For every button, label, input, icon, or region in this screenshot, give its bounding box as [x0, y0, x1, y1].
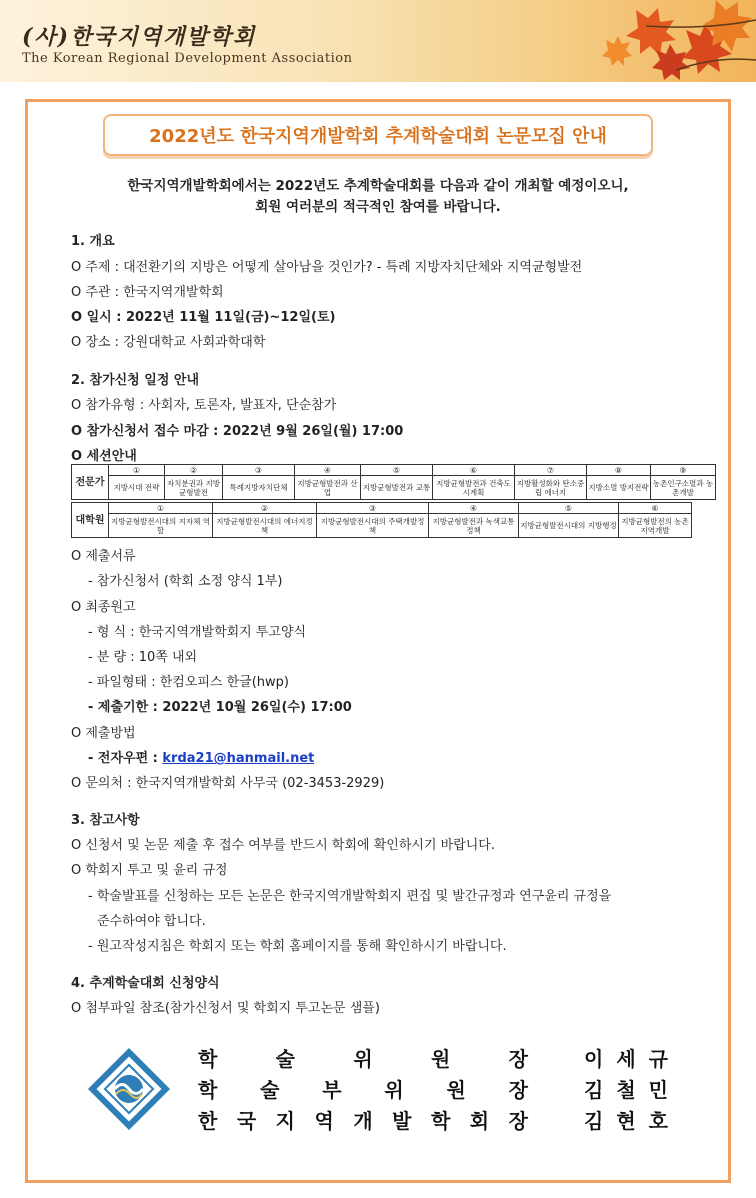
expert-session-num: ⑥: [433, 465, 515, 476]
notes-item-2: O 학회지 투고 및 윤리 규정: [71, 863, 228, 878]
grad-session-num: ④: [429, 503, 519, 514]
intro-line-2: 회원 여러분의 적극적인 참여를 바랍니다.: [255, 199, 501, 215]
grad-session-num: ⑥: [619, 503, 692, 514]
host-line: O 주관 : 한국지역개발학회: [71, 285, 224, 300]
section-2-heading: 2. 참가신청 일정 안내: [71, 373, 200, 388]
grad-session-num: ②: [213, 503, 317, 514]
expert-session-name: 지방균형발전과 교통: [361, 476, 433, 500]
final-filetype-line: - 파일형태 : 한컴오피스 한글(hwp): [88, 675, 290, 690]
signature-row: [198, 1043, 668, 1072]
signature-name: 이 세 규: [584, 1047, 668, 1071]
expert-session-num: ④: [295, 465, 361, 476]
expert-session-num: ⑨: [651, 465, 716, 476]
final-length-line: - 분 량 : 10쪽 내외: [88, 650, 198, 665]
association-name-korean: (사)한국지역개발학회: [22, 24, 257, 50]
documents-heading: O 제출서류: [71, 549, 136, 564]
final-manuscript-heading: O 최종원고: [71, 600, 136, 615]
expert-session-name: 자치분권과 지방균형발전: [165, 476, 223, 500]
section-1-heading: 1. 개요: [71, 234, 115, 249]
registration-deadline-line: O 참가신청서 접수 마감 : 2022년 9월 26일(월) 17:00: [71, 424, 404, 439]
grad-label: 대학원: [72, 503, 109, 538]
signature-row: [198, 1105, 668, 1134]
final-format-line: - 형 식 : 한국지역개발학회지 투고양식: [88, 625, 307, 640]
expert-session-name: 지방시대 전략: [109, 476, 165, 500]
grad-session-num: ⑤: [519, 503, 619, 514]
email-line: [88, 747, 314, 766]
expert-session-table: [71, 464, 716, 500]
final-due-line: - 제출기한 : 2022년 10월 26일(수) 17:00: [88, 700, 352, 715]
intro-line-1: 한국지역개발학회에서는 2022년도 추계학술대회를 다음과 같이 개최할 예정이오니,: [127, 178, 629, 194]
signature-title: 학 술 부 위 원 장: [198, 1078, 528, 1102]
topic-line: O 주제 : 대전환기의 지방은 어떻게 살아남을 것인가? - 특례 지방자치단체와 지역균형발전: [71, 260, 583, 275]
expert-session-num: ②: [165, 465, 223, 476]
submission-method-heading: O 제출방법: [71, 726, 136, 741]
notice-title: 2022년도 한국지역개발학회 추계학술대회 논문모집 안내: [149, 126, 607, 147]
expert-session-name: 특례지방자치단체: [223, 476, 295, 500]
header-banner: [0, 0, 756, 82]
expert-session-name: 지방균형발전과 산업: [295, 476, 361, 500]
signature-title: 한 국 지 역 개 발 학 회 장: [198, 1109, 528, 1133]
grad-session-name: 지방균형발전시대의 지자체 역할: [109, 514, 213, 538]
association-logo-icon: [88, 1048, 170, 1130]
expert-label: 전문가: [72, 465, 109, 500]
expert-session-num: ⑧: [587, 465, 651, 476]
expert-session-name: 지방소멸 방지전략: [587, 476, 651, 500]
expert-session-name: 농촌인구소멸과 농촌개발: [651, 476, 716, 500]
documents-item: - 참가신청서 (학회 소정 양식 1부): [88, 574, 283, 589]
intro-text: [0, 176, 756, 218]
expert-session-num: ⑤: [361, 465, 433, 476]
email-label: - 전자우편 :: [88, 751, 163, 766]
expert-session-name: 지방균형발전과 건축도시계획: [433, 476, 515, 500]
form-attachment-line: O 첨부파일 참조(참가신청서 및 학회지 투고논문 샘플): [71, 1001, 380, 1016]
expert-session-name: 지방활성화와 탄소중립 에너지: [515, 476, 587, 500]
maple-leaves-icon: [486, 0, 756, 82]
grad-session-num: ③: [317, 503, 429, 514]
grad-session-name: 지방균형발전시대의 지방행정: [519, 514, 619, 538]
section-3-heading: 3. 참고사항: [71, 813, 140, 828]
signature-name: 김 철 민: [584, 1078, 668, 1102]
section-4-heading: 4. 추계학술대회 신청양식: [71, 976, 220, 991]
grad-session-name: 지방균형발전시대의 주택개발정책: [317, 514, 429, 538]
place-line: O 장소 : 강원대학교 사회과학대학: [71, 335, 266, 350]
contact-line: O 문의처 : 한국지역개발학회 사무국 (02-3453-2929): [71, 776, 385, 791]
signature-row: [198, 1074, 668, 1103]
signature-title: 학 술 위 원 장: [198, 1047, 528, 1071]
expert-session-num: ①: [109, 465, 165, 476]
participation-types-line: O 참가유형 : 사회자, 토론자, 발표자, 단순참가: [71, 398, 337, 413]
email-link[interactable]: krda21@hanmail.net: [162, 751, 315, 766]
notes-item-1: O 신청서 및 논문 제출 후 접수 여부를 반드시 학회에 확인하시기 바랍니다.: [71, 838, 496, 853]
grad-session-name: 지방균형발전시대의 에너지정책: [213, 514, 317, 538]
grad-session-name: 지방균형발전의 농촌지역개발: [619, 514, 692, 538]
notes-item-2b: - 원고작성지침은 학회지 또는 학회 홈페이지를 통해 확인하시기 바랍니다.: [88, 939, 507, 954]
notes-item-2a-line2: 준수하여야 합니다.: [97, 914, 206, 929]
date-line: O 일시 : 2022년 11월 11일(금)~12일(토): [71, 310, 336, 325]
notes-item-2a-line1: - 학술발표를 신청하는 모든 논문은 한국지역개발학회지 편집 및 발간규정과 연구윤리 규정을: [88, 889, 612, 904]
grad-session-name: 지방균형발전과 녹색교통정책: [429, 514, 519, 538]
expert-session-num: ⑦: [515, 465, 587, 476]
grad-session-table: [71, 502, 692, 538]
notice-title-box: [103, 114, 653, 156]
signature-name: 김 현 호: [584, 1109, 668, 1133]
session-heading: O 세션안내: [71, 449, 137, 464]
expert-session-num: ③: [223, 465, 295, 476]
association-name-english: The Korean Regional Development Association: [22, 51, 353, 66]
grad-session-num: ①: [109, 503, 213, 514]
